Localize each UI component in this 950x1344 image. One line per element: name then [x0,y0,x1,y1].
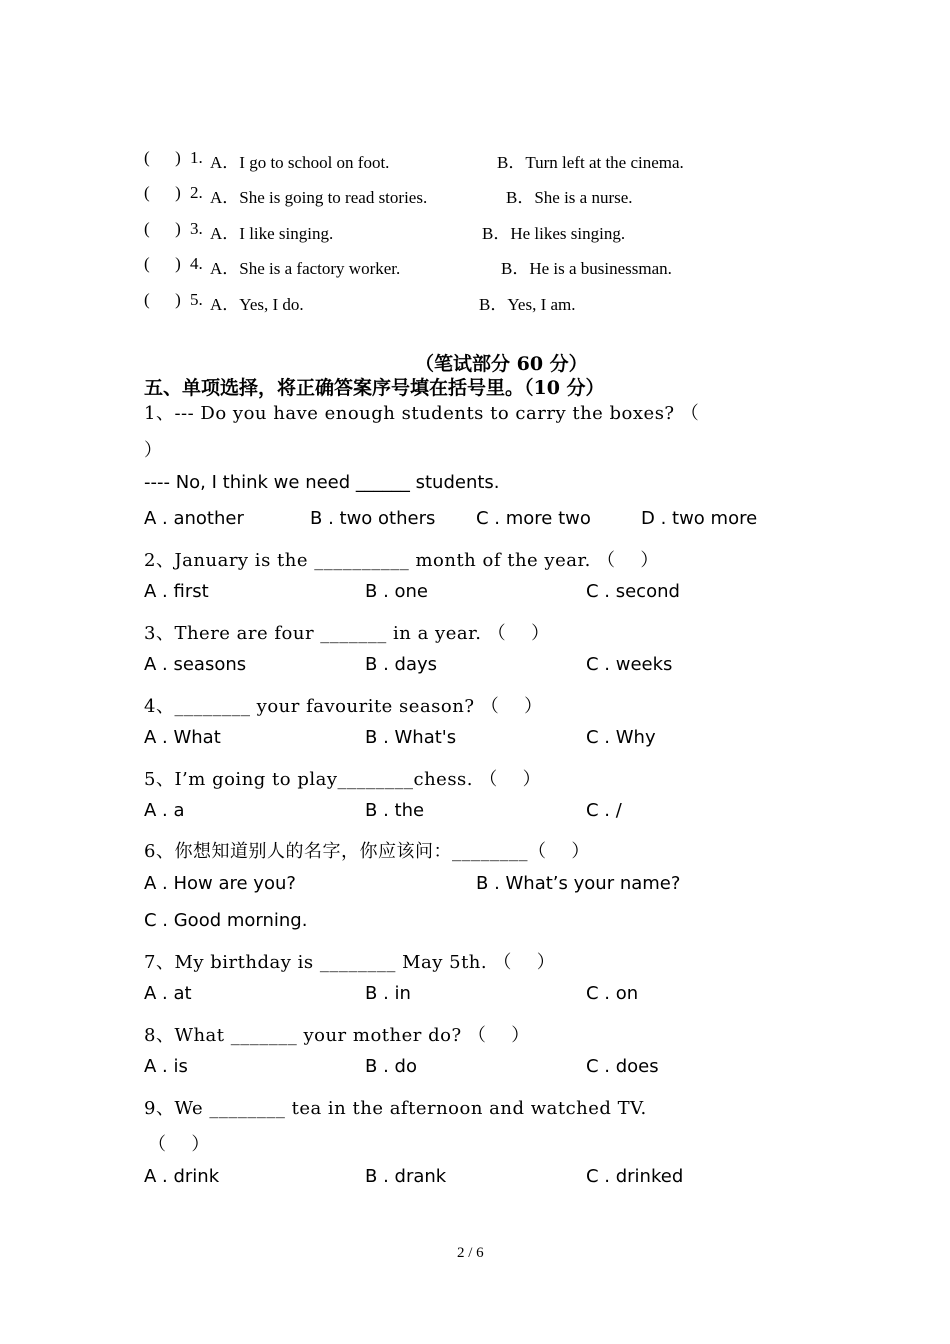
option-a: A . another [144,508,244,529]
option-a: A . at [144,983,192,1004]
option-c: C . Good morning. [144,910,308,931]
item-number: 5. [190,290,203,309]
option-a: A．She is a factory worker. [210,259,401,278]
question-stem-cont: （ ） [148,1134,210,1155]
option-a: A．I go to school on foot. [210,153,390,172]
option-b: B．He likes singing. [482,224,626,243]
option-c: C . more two [476,508,591,529]
option-a: A．She is going to read stories. [210,188,428,207]
option-c: C . / [586,800,622,821]
option-b: B．He is a businessman. [501,259,672,278]
option-b: B . in [365,983,411,1004]
question-stem: 3、There are four _______ in a year. （ ） [144,623,550,644]
option-a: A . a [144,800,185,821]
option-a: A . first [144,581,209,602]
question-reply: ---- No, I think we need ______ students. [144,472,500,493]
option-a: A . is [144,1056,188,1077]
item-number: 3. [190,219,203,238]
option-b: B . drank [365,1166,447,1187]
option-a: A．I like singing. [210,224,334,243]
page-number: 2 / 6 [457,1245,484,1261]
option-c: C . Why [586,727,656,748]
option-a: A . How are you? [144,873,296,894]
answer-paren: ( ) [144,254,181,273]
option-b: B．She is a nurse. [506,188,633,207]
option-c: C . on [586,983,639,1004]
answer-paren: ( ) [144,219,181,238]
option-a: A . drink [144,1166,220,1187]
option-b: B . do [365,1056,417,1077]
question-stem-cont: ） [144,440,163,461]
option-c: C . second [586,581,680,602]
question-stem: 4、________ your favourite season? （ ） [144,696,543,717]
question-stem: 5、I’m going to play________chess. （ ） [144,769,542,790]
option-b: B . two others [310,508,436,529]
item-number: 1. [190,148,203,167]
answer-paren: ( ) [144,148,181,167]
option-d: D . two more [641,508,758,529]
section-title: 五、单项选择，将正确答案序号填在括号里。（10 分） [144,377,605,399]
option-a: A．Yes, I do. [210,295,304,314]
question-stem: 9、We ________ tea in the afternoon and watched TV. [144,1098,647,1119]
item-number: 4. [190,254,203,273]
written-part-title: （笔试部分 60 分） [415,353,588,375]
option-b: B . days [365,654,437,675]
option-a: A . seasons [144,654,247,675]
item-number: 2. [190,183,203,202]
option-b: B . What’s your name? [476,873,681,894]
question-stem: 8、What _______ your mother do? （ ） [144,1025,530,1046]
option-b: B．Yes, I am. [479,295,576,314]
option-b: B . one [365,581,429,602]
option-b: B . What's [365,727,457,748]
option-c: C . drinked [586,1166,684,1187]
option-b: B . the [365,800,425,821]
option-c: C . does [586,1056,659,1077]
option-c: C . weeks [586,654,673,675]
question-stem: 2、January is the __________ month of the year. （ ） [144,550,659,571]
answer-paren: ( ) [144,183,181,202]
question-stem: 1、--- Do you have enough students to carry the boxes? （ [144,403,700,424]
option-b: B．Turn left at the cinema. [497,153,684,172]
question-stem: 6、你想知道别人的名字，你应该问：________（ ） [144,841,590,862]
question-stem: 7、My birthday is ________ May 5th. （ ） [144,952,556,973]
answer-paren: ( ) [144,290,181,309]
option-a: A . What [144,727,221,748]
